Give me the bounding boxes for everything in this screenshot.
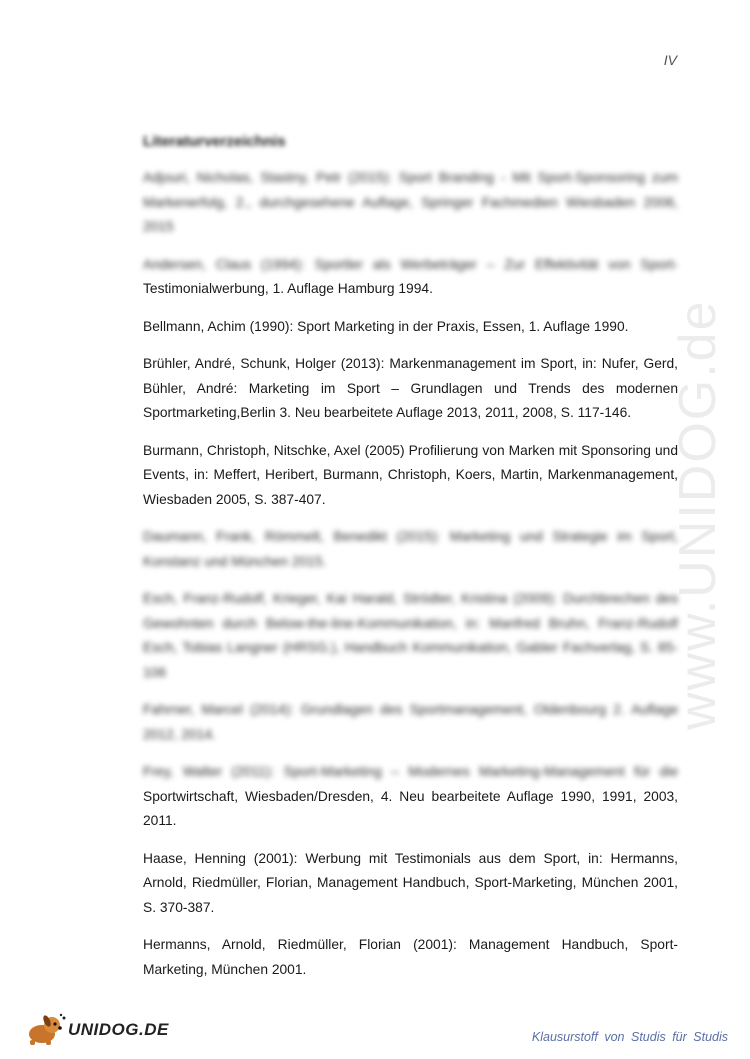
bibliography-entry: Hermanns, Arnold, Riedmüller, Florian (2001): Management Handbuch, Sport-Marketing, München 2001.: [143, 937, 678, 977]
logo-text: UNIDOG.DE: [68, 1020, 169, 1039]
dog-icon: [22, 1012, 66, 1046]
watermark: www.UNIDOG.de: [669, 299, 727, 730]
blurred-line: Andersen, Claus (1994): Sportler als Werbeträger – Zur Effektivität von Sport-: [143, 256, 678, 272]
page-number: IV: [663, 52, 677, 68]
footer-tagline: Klausurstoff von Studis für Studis: [531, 1030, 728, 1044]
bibliography-entry: Adjouri, Nicholas, Stastny, Petr (2015): Sport Branding - Mit Sport-Sponsoring zum Markenerfolg, 2., durchgesehene Auflage, Springer Fachmedien Wiesbaden 2006, 2015: [143, 170, 678, 234]
unidog-logo: [22, 1012, 182, 1046]
bibliography-entry: Esch, Franz-Rudolf, Krieger, Kai Harald, Strödter, Kristina (2009): Durchbrechen des Gewohnten durch Below-the-line-Kommunikation, in: Manfred Bruhn, Franz-Rudolf Esch, Tobias Langner (HRSG.), Handbuch Kommunikation, Gabler Fachverlag, S. 85-106: [143, 591, 678, 680]
bibliography-entry: Fahrner, Marcel (2014): Grundlagen des Sportmanagement, Oldenbourg 2. Auflage 2012, 2014.: [143, 702, 678, 742]
bibliography-entry: Brühler, André, Schunk, Holger (2013): Markenmanagement im Sport, in: Nufer, Gerd, Bühler, André: Marketing im Sport – Grundlagen und Trends des modernen Sportmarketing,Berlin 3. Neu bearbeitete Auflage 2013, 2011, 2008, S. 117-146.: [143, 356, 678, 420]
bibliography-entry: Bellmann, Achim (1990): Sport Marketing in der Praxis, Essen, 1. Auflage 1990.: [143, 318, 629, 334]
blurred-line: Frey, Walter (2011): Sport-Marketing – Modernes Marketing-Management für die: [143, 764, 678, 779]
bibliography-entry: Frey, Walter (2011): Sport-Marketing – Modernes Marketing-Management für die Sportwirtschaft, Wiesbaden/Dresden, 4. Neu bearbeitete Auflage 1990, 1991, 2003, 2011.: [143, 764, 678, 828]
bibliography-entry: Daumann, Frank, Römmelt, Benedikt (2015): Marketing und Strategie im Sport, Konstanz und München 2015.: [143, 529, 678, 569]
section-heading: Literaturverzeichnis: [143, 133, 286, 150]
bibliography-list: [143, 166, 678, 995]
bibliography-entry: Andersen, Claus (1994): Sportler als Werbeträger – Zur Effektivität von Sport- Testimonialwerbung, 1. Auflage Hamburg 1994.: [143, 256, 678, 296]
bibliography-entry: Haase, Henning (2001): Werbung mit Testimonials aus dem Sport, in: Hermanns, Arnold, Riedmüller, Florian, Management Handbuch, Sport-Marketing, München 2001, S. 370-387.: [143, 850, 678, 915]
bibliography-entry: Burmann, Christoph, Nitschke, Axel (2005) Profilierung von Marken mit Sponsoring und Events, in: Meffert, Heribert, Burmann, Christoph, Koers, Martin, Markenmanagement, Wiesbaden 2005, S. 387-407.: [143, 442, 678, 507]
